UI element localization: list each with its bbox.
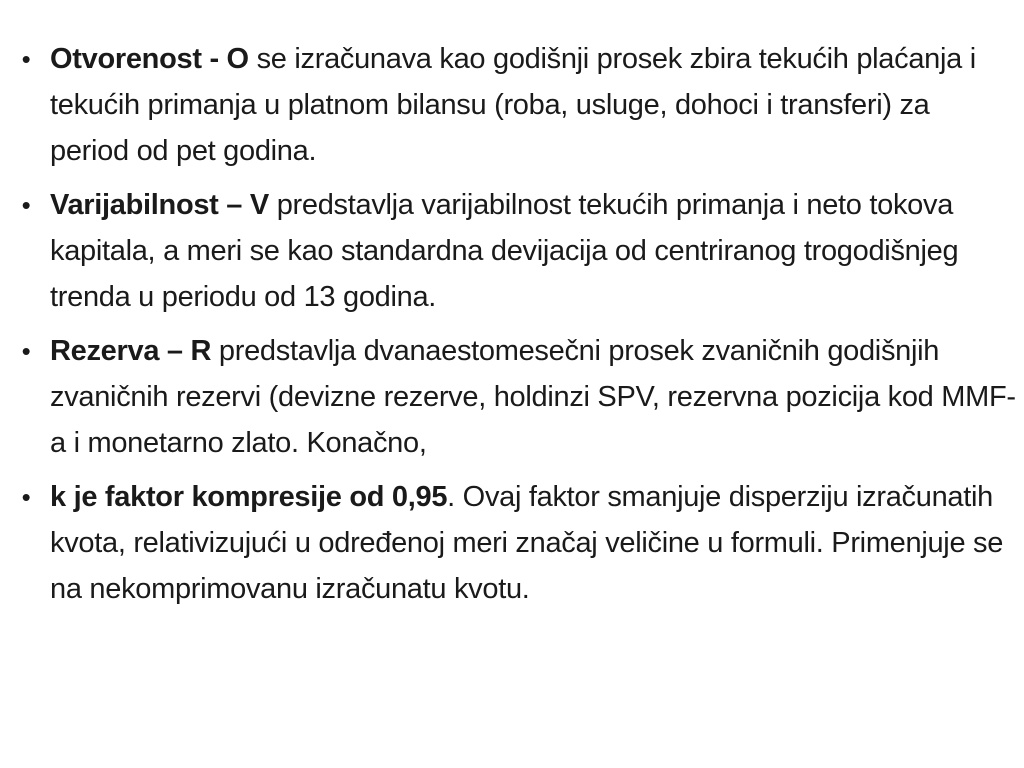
bullet-text: . Ovaj faktor smanjuje disperziju izračunatih kvota, relativizujući u određenoj meri značaj veličine u formuli. Primenjuje se na nekomprimovanu izračunatu kvotu.	[50, 481, 1004, 605]
bullet-text: se izračunava kao godišnji prosek zbira tekućih plaćanja i tekućih primanja u platnom bilansu (roba, usluge, dohoci i transferi) za period od pet godina.	[50, 43, 976, 167]
bullet-item-otvorenost	[14, 36, 1016, 174]
bullet-dot-icon: •	[21, 190, 31, 220]
bullet-term: Rezerva – R	[50, 335, 212, 367]
bullet-text: predstavlja varijabilnost tekućih primanja i neto tokova kapitala, a meri se kao standardna devijacija od centriranog trogodišnjeg trenda u periodu od 13 godina.	[50, 189, 959, 313]
bullet-term: k je faktor kompresije od 0,95	[50, 481, 448, 513]
bullet-dot-icon: •	[21, 336, 31, 366]
bullet-item-varijabilnost	[14, 182, 1016, 320]
bullet-term: Varijabilnost – V	[50, 189, 269, 221]
bullet-dot-icon: •	[21, 482, 31, 512]
bullet-list	[14, 36, 1016, 620]
bullet-item-faktor-kompresije	[14, 474, 1016, 612]
bullet-dot-icon: •	[21, 44, 31, 74]
bullet-term: Otvorenost - O	[50, 43, 249, 75]
bullet-text: predstavlja dvanaestomesečni prosek zvaničnih godišnjih zvaničnih rezervi (devizne rezerve, holdinzi SPV, rezervna pozicija kod MMF-a i monetarno zlato. Konačno,	[50, 335, 1016, 459]
bullet-item-rezerva	[14, 328, 1016, 466]
